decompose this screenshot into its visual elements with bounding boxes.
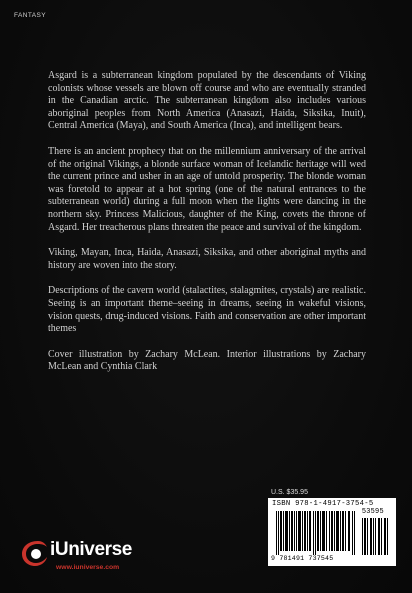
blurb-paragraph-4: Descriptions of the cavern world (stalactites, stalagmites, crystals) are realistic. Seeing is an important theme–seeing in dreams, seeing in wakeful visions, vision quests, drug-induced visions. Faith and conservation are other important themes [48, 285, 366, 335]
publisher-logo [20, 537, 170, 577]
blurb [48, 70, 366, 374]
illustration-credits: Cover illustration by Zachary McLean. Interior illustrations by Zachary McLean and Cynthia Clark [48, 348, 366, 373]
isbn-label: ISBN 978-1-4917-3754-5 [272, 500, 374, 508]
blurb-paragraph-3: Viking, Mayan, Inca, Haida, Anasazi, Siksika, and other aboriginal myths and history are woven into the story. [48, 247, 366, 271]
publisher-name: iUniverse [50, 539, 132, 560]
barcode [268, 498, 396, 566]
blurb-paragraph-2: There is an ancient prophecy that on the millennium anniversary of the arrival of the original Vikings, a blonde surface woman of Icelandic heritage will wed the current prince and usher in an age of untold prosperity. The blonde woman was foretold to appear at a hot spring (one of the natural entrances to the subterranean world) during a full moon when the lights were dancing in the northern sky. Princess Malicious, daughter of the King, covets the throne of Asgard. Her treacherous plans threaten the peace and survival of the kingdom. [48, 145, 366, 233]
price-label: U.S. $35.95 [271, 489, 308, 496]
publisher-url: www.iuniverse.com [56, 564, 120, 571]
genre-label: FANTASY [14, 12, 46, 19]
blurb-paragraph-1: Asgard is a subterranean kingdom populated by the descendants of Viking colonists whose vessels are blown off course and who are eventually stranded in the Canadian arctic. The subterranean kingdom also includes various aboriginal peoples from North America (Anasazi, Haida, Siksika, Inuit), Central America (Maya), and South America (Inca), and intelligent bears. [48, 70, 366, 132]
iuniverse-swirl-icon [20, 539, 52, 567]
barcode-bars-icon [276, 511, 358, 555]
barcode-digits: 9 781491 737545 [271, 555, 334, 562]
addon-digits: 53595 [362, 508, 384, 515]
addon-bars-icon [362, 518, 390, 555]
